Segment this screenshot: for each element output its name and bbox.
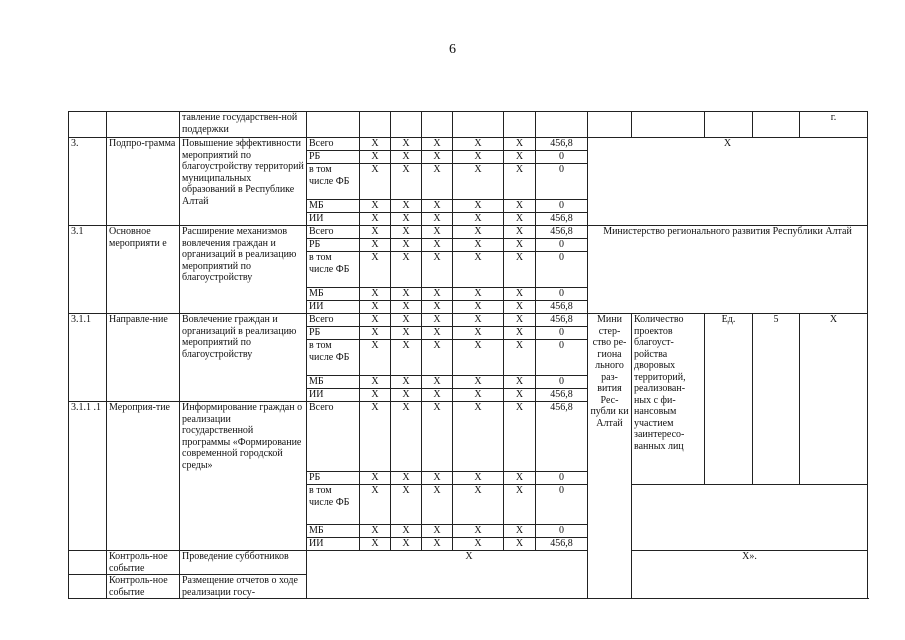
funding-mark: Х: [453, 252, 504, 288]
row-type: Направле-ние: [107, 314, 180, 402]
funding-mark: Х: [504, 314, 536, 327]
funding-mark: Х: [453, 239, 504, 252]
funding-mark: Х: [422, 525, 453, 538]
funding-mark: Х: [422, 472, 453, 485]
indicator-x: Х: [800, 314, 868, 485]
funding-mark: Х: [422, 485, 453, 525]
funding-source: ИИ: [307, 213, 360, 226]
row-title: Информирование граждан о реализации государственной программы «Формирование современной городской среды»: [180, 402, 307, 551]
funding-source: ИИ: [307, 389, 360, 402]
control-event-title: Размещение отчетов о ходе реализации госу-: [180, 575, 307, 599]
empty-cell: [360, 112, 391, 138]
funding-source: МБ: [307, 288, 360, 301]
funding-source: РБ: [307, 472, 360, 485]
funding-source: Всего: [307, 314, 360, 327]
funding-source: в том числе ФБ: [307, 164, 360, 200]
funding-mark: Х: [360, 301, 391, 314]
funding-mark: Х: [504, 288, 536, 301]
funding-source: ИИ: [307, 301, 360, 314]
funding-mark: Х: [504, 164, 536, 200]
funding-mark: Х: [453, 288, 504, 301]
funding-mark: Х: [504, 151, 536, 164]
funding-total: 0: [536, 200, 588, 213]
funding-mark: Х: [422, 288, 453, 301]
funding-mark: Х: [391, 164, 422, 200]
funding-mark: Х: [360, 314, 391, 327]
funding-total: 0: [536, 164, 588, 200]
funding-mark: Х: [504, 327, 536, 340]
funding-mark: Х: [391, 213, 422, 226]
empty-cell: [536, 112, 588, 138]
funding-mark: Х: [422, 252, 453, 288]
row-type: Мероприя-тие: [107, 402, 180, 551]
funding-total: 0: [536, 525, 588, 538]
funding-source: Всего: [307, 138, 360, 151]
funding-total: 0: [536, 151, 588, 164]
funding-total: 456,8: [536, 138, 588, 151]
indicator-value: 5: [753, 314, 800, 485]
empty-cell: [588, 112, 632, 138]
funding-mark: Х: [360, 164, 391, 200]
funding-mark: Х: [360, 389, 391, 402]
funding-mark: Х: [504, 200, 536, 213]
funding-mark: Х: [504, 485, 536, 525]
cell-type: [107, 112, 180, 138]
funding-source: Всего: [307, 402, 360, 472]
indicator-name: Количество проектов благоуст-ройства дворовых территорий, реализован-ных с фи-нансовым участием заинтересо-ванных лиц: [632, 314, 705, 485]
funding-total: 0: [536, 239, 588, 252]
funding-mark: Х: [453, 472, 504, 485]
funding-mark: Х: [391, 252, 422, 288]
control-event-type: Контроль-ное событие: [107, 575, 180, 599]
empty-cell: [453, 112, 504, 138]
cell-num: [69, 112, 107, 138]
funding-mark: Х: [422, 538, 453, 551]
funding-mark: Х: [422, 314, 453, 327]
funding-mark: Х: [360, 327, 391, 340]
funding-mark: Х: [360, 200, 391, 213]
cell-num: [69, 575, 107, 599]
row-number: 3.: [69, 138, 107, 226]
funding-mark: Х: [422, 164, 453, 200]
table-row: [69, 226, 868, 239]
page-number: 6: [449, 42, 456, 57]
responsible-executor: Х: [588, 138, 868, 226]
funding-mark: Х: [504, 472, 536, 485]
funding-total: 0: [536, 252, 588, 288]
row-title: Повышение эффективности мероприятий по благоустройству территорий муниципальных образований в Республике Алтай: [180, 138, 307, 226]
empty-cell: [705, 112, 753, 138]
funding-source: РБ: [307, 327, 360, 340]
funding-mark: Х: [422, 327, 453, 340]
table-row: [69, 314, 868, 327]
row-number: 3.1: [69, 226, 107, 314]
funding-mark: Х: [422, 138, 453, 151]
funding-source: в том числе ФБ: [307, 252, 360, 288]
funding-total: 0: [536, 485, 588, 525]
funding-mark: Х: [504, 340, 536, 376]
funding-mark: Х: [422, 402, 453, 472]
empty-cell: [504, 112, 536, 138]
funding-mark: Х: [504, 525, 536, 538]
funding-mark: Х: [453, 200, 504, 213]
funding-mark: Х: [360, 226, 391, 239]
funding-mark: Х: [422, 200, 453, 213]
funding-mark: Х: [360, 538, 391, 551]
funding-mark: Х: [391, 538, 422, 551]
funding-mark: Х: [391, 226, 422, 239]
funding-mark: Х: [391, 525, 422, 538]
funding-mark: Х: [391, 485, 422, 525]
funding-source: МБ: [307, 376, 360, 389]
row-type: Подпро-грамма: [107, 138, 180, 226]
funding-mark: Х: [504, 538, 536, 551]
funding-source: Всего: [307, 226, 360, 239]
funding-mark: Х: [453, 389, 504, 402]
funding-mark: Х: [391, 151, 422, 164]
funding-mark: Х: [360, 340, 391, 376]
funding-mark: Х: [422, 301, 453, 314]
funding-mark: Х: [360, 252, 391, 288]
funding-mark: Х: [391, 200, 422, 213]
funding-mark: Х: [391, 327, 422, 340]
funding-total: 456,8: [536, 314, 588, 327]
funding-mark: Х: [391, 389, 422, 402]
funding-mark: Х: [422, 376, 453, 389]
funding-mark: Х: [360, 288, 391, 301]
funding-mark: Х: [422, 226, 453, 239]
control-mid: Х: [307, 551, 632, 599]
funding-total: 0: [536, 376, 588, 389]
funding-mark: Х: [504, 226, 536, 239]
funding-total: 456,8: [536, 538, 588, 551]
funding-mark: Х: [504, 301, 536, 314]
indicator-unit: Ед.: [705, 314, 753, 485]
funding-total: 456,8: [536, 226, 588, 239]
funding-mark: Х: [453, 485, 504, 525]
funding-total: 456,8: [536, 213, 588, 226]
funding-mark: Х: [391, 288, 422, 301]
responsible-executor: Министерство регионального развития Республики Алтай: [588, 226, 868, 314]
funding-mark: Х: [453, 301, 504, 314]
funding-mark: Х: [391, 138, 422, 151]
empty-cell: [422, 112, 453, 138]
funding-mark: Х: [453, 525, 504, 538]
description: тавление государствен-ной поддержки: [180, 112, 307, 138]
responsible-executor: Мини стер-ство ре-гиона льного раз-вития Рес-публи ки Алтай: [588, 314, 632, 599]
funding-mark: Х: [422, 340, 453, 376]
funding-source: в том числе ФБ: [307, 340, 360, 376]
funding-mark: Х: [422, 213, 453, 226]
funding-mark: Х: [453, 226, 504, 239]
funding-mark: Х: [453, 538, 504, 551]
funding-total: 456,8: [536, 389, 588, 402]
row-type: Основное мероприяти е: [107, 226, 180, 314]
funding-mark: Х: [360, 151, 391, 164]
funding-mark: Х: [453, 314, 504, 327]
funding-source: МБ: [307, 200, 360, 213]
row-title: Расширение механизмов вовлечения граждан и организаций в реализацию мероприятий по благоустройству: [180, 226, 307, 314]
funding-mark: Х: [360, 138, 391, 151]
funding-source: в том числе ФБ: [307, 485, 360, 525]
funding-source: МБ: [307, 525, 360, 538]
funding-total: 0: [536, 472, 588, 485]
funding-mark: Х: [453, 151, 504, 164]
funding-mark: Х: [504, 389, 536, 402]
funding-mark: Х: [504, 239, 536, 252]
funding-mark: Х: [422, 389, 453, 402]
funding-mark: Х: [453, 327, 504, 340]
funding-mark: Х: [504, 213, 536, 226]
funding-mark: Х: [504, 252, 536, 288]
empty-cell: [632, 112, 705, 138]
funding-total: 0: [536, 340, 588, 376]
funding-mark: Х: [360, 376, 391, 389]
funding-mark: Х: [391, 314, 422, 327]
funding-mark: Х: [391, 472, 422, 485]
funding-total: 0: [536, 288, 588, 301]
control-event-type: Контроль-ное событие: [107, 551, 180, 575]
funding-source: ИИ: [307, 538, 360, 551]
funding-source: РБ: [307, 239, 360, 252]
funding-mark: Х: [504, 138, 536, 151]
funding-total: 456,8: [536, 301, 588, 314]
row-number: 3.1.1: [69, 314, 107, 402]
table-row: [69, 551, 868, 575]
funding-mark: Х: [453, 402, 504, 472]
funding-mark: Х: [391, 340, 422, 376]
funding-mark: Х: [504, 376, 536, 389]
funding-mark: Х: [453, 340, 504, 376]
cell-num: [69, 551, 107, 575]
row-title: Вовлечение граждан и организаций в реализацию мероприятий по благоустройству: [180, 314, 307, 402]
empty-cell: [753, 112, 800, 138]
funding-mark: Х: [360, 213, 391, 226]
funding-mark: Х: [453, 164, 504, 200]
table-row: [69, 138, 868, 151]
funding-mark: Х: [453, 213, 504, 226]
funding-mark: Х: [391, 301, 422, 314]
funding-mark: Х: [422, 151, 453, 164]
control-event-title: Проведение субботников: [180, 551, 307, 575]
row-number: 3.1.1 .1: [69, 402, 107, 551]
empty-cell: [307, 112, 360, 138]
funding-mark: Х: [422, 239, 453, 252]
funding-mark: Х: [391, 376, 422, 389]
funding-mark: Х: [504, 402, 536, 472]
funding-mark: Х: [360, 402, 391, 472]
funding-mark: Х: [360, 472, 391, 485]
funding-total: 0: [536, 327, 588, 340]
funding-mark: Х: [360, 525, 391, 538]
funding-mark: Х: [453, 376, 504, 389]
funding-total: 456,8: [536, 402, 588, 472]
program-table: [68, 111, 868, 599]
funding-mark: Х: [391, 402, 422, 472]
funding-source: РБ: [307, 151, 360, 164]
table-row: [69, 112, 868, 138]
funding-mark: Х: [360, 485, 391, 525]
funding-mark: Х: [360, 239, 391, 252]
funding-mark: Х: [453, 138, 504, 151]
control-right: Х».: [632, 551, 868, 599]
top-last-cell: г.: [800, 112, 868, 138]
funding-mark: Х: [391, 239, 422, 252]
empty-cell: [391, 112, 422, 138]
